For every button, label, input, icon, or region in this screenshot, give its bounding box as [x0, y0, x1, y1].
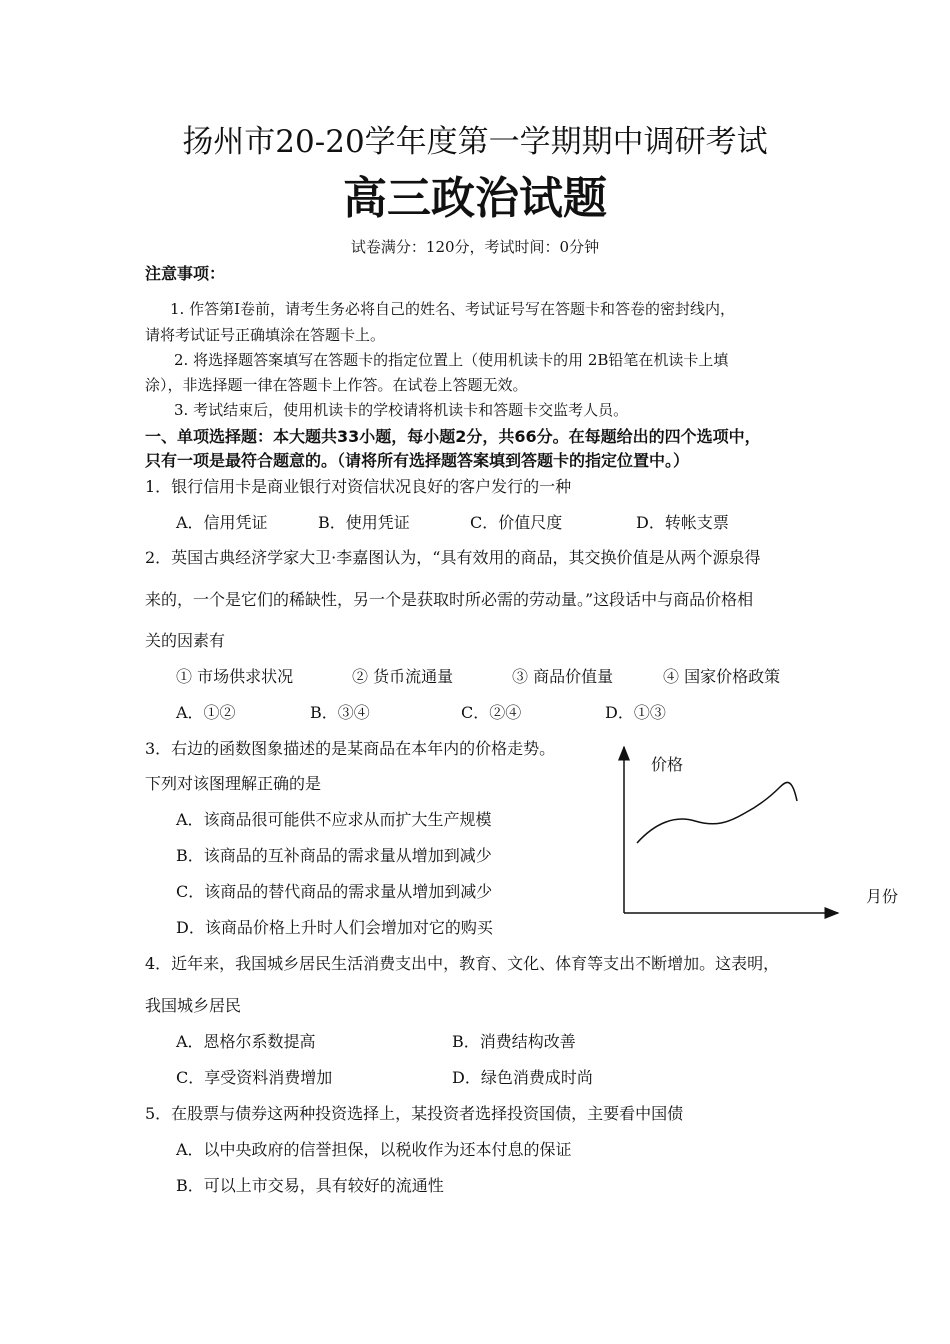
exam-meta: 试卷满分：120分，考试时间：0分钟	[350, 238, 600, 256]
q2-item-1: ① 市场供求状况	[176, 667, 294, 686]
q3-option-c: C．该商品的替代商品的需求量从增加到减少	[176, 882, 493, 901]
question-3-stem: 下列对该图理解正确的是	[145, 774, 322, 793]
q2-item-2: ② 货币流通量	[352, 667, 454, 686]
q2-item-3: ③ 商品价值量	[512, 667, 614, 686]
question-5-stem: 5．在股票与债券这两种投资选择上，某投资者选择投资国债，主要看中国债	[145, 1104, 684, 1123]
q3-option-b: B．该商品的互补商品的需求量从增加到减少	[176, 846, 492, 865]
q4-option-d: D．绿色消费成时尚	[452, 1068, 593, 1087]
price-curve	[637, 782, 797, 843]
question-2-stem: 来的，一个是它们的稀缺性，另一个是获取时所必需的劳动量。”这段话中与商品价格相	[145, 590, 754, 609]
q5-option-b: B．可以上市交易，具有较好的流通性	[176, 1176, 444, 1195]
exam-title-line2: 高三政治试题	[343, 173, 607, 224]
question-1-stem: 1．银行信用卡是商业银行对资信状况良好的客户发行的一种	[145, 477, 572, 496]
q1-option-a: A．信用凭证	[176, 513, 268, 532]
q1-option-b: B．使用凭证	[318, 513, 410, 532]
q4-option-a: A．恩格尔系数提高	[176, 1032, 316, 1051]
section-heading-line2: 只有一项是最符合题意的。（请将所有选择题答案填到答题卡的指定位置中。）	[145, 451, 690, 470]
q2-option-d: D．①③	[605, 703, 666, 722]
q2-item-4: ④ 国家价格政策	[663, 667, 781, 686]
notice-line: 1. 作答第Ⅰ卷前，请考生务必将自己的姓名、考试证号写在答题卡和答卷的密封线内，	[170, 300, 736, 318]
graph-y-label: 价格	[651, 755, 684, 774]
notice-line: 3. 考试结束后，使用机读卡的学校请将机读卡和答题卡交监考人员。	[174, 401, 629, 419]
notice-line: 2. 将选择题答案填写在答题卡的指定位置上（使用机读卡的用 2B铅笔在机读卡上填	[174, 351, 729, 369]
q2-option-c: C．②④	[461, 703, 522, 722]
question-2-stem: 关的因素有	[145, 631, 226, 650]
notice-heading: 注意事项：	[145, 264, 226, 283]
q1-option-d: D．转帐支票	[636, 513, 729, 532]
q5-option-a: A．以中央政府的信誉担保，以税收作为还本付息的保证	[176, 1140, 572, 1159]
q4-option-b: B．消费结构改善	[452, 1032, 576, 1051]
q3-option-d: D．该商品价格上升时人们会增加对它的购买	[176, 918, 493, 937]
exam-title-line1: 扬州市20-20学年度第一学期期中调研考试	[182, 124, 768, 160]
question-3-stem: 3．右边的函数图象描述的是某商品在本年内的价格走势。	[145, 739, 556, 758]
price-trend-graph	[600, 735, 910, 935]
q4-option-c: C．享受资料消费增加	[176, 1068, 333, 1087]
notice-line: 请将考试证号正确填涂在答题卡上。	[145, 326, 386, 344]
section-heading-line1: 一、单项选择题：本大题共33小题，每小题2分，共66分。在每题给出的四个选项中，	[145, 427, 761, 446]
q1-option-c: C．价值尺度	[470, 513, 563, 532]
question-4-stem: 4．近年来，我国城乡居民生活消费支出中，教育、文化、体育等支出不断增加。这表明，	[145, 954, 780, 973]
question-2-stem: 2．英国古典经济学家大卫·李嘉图认为，“具有效用的商品，其交换价值是从两个源泉得	[145, 548, 761, 567]
notice-line: 涂），非选择题一律在答题卡上作答。在试卷上答题无效。	[145, 376, 528, 394]
q3-option-a: A．该商品很可能供不应求从而扩大生产规模	[176, 810, 492, 829]
question-4-stem: 我国城乡居民	[145, 996, 242, 1015]
q2-option-a: A．①②	[176, 703, 236, 722]
graph-x-label: 月份	[866, 887, 899, 906]
q2-option-b: B．③④	[310, 703, 370, 722]
